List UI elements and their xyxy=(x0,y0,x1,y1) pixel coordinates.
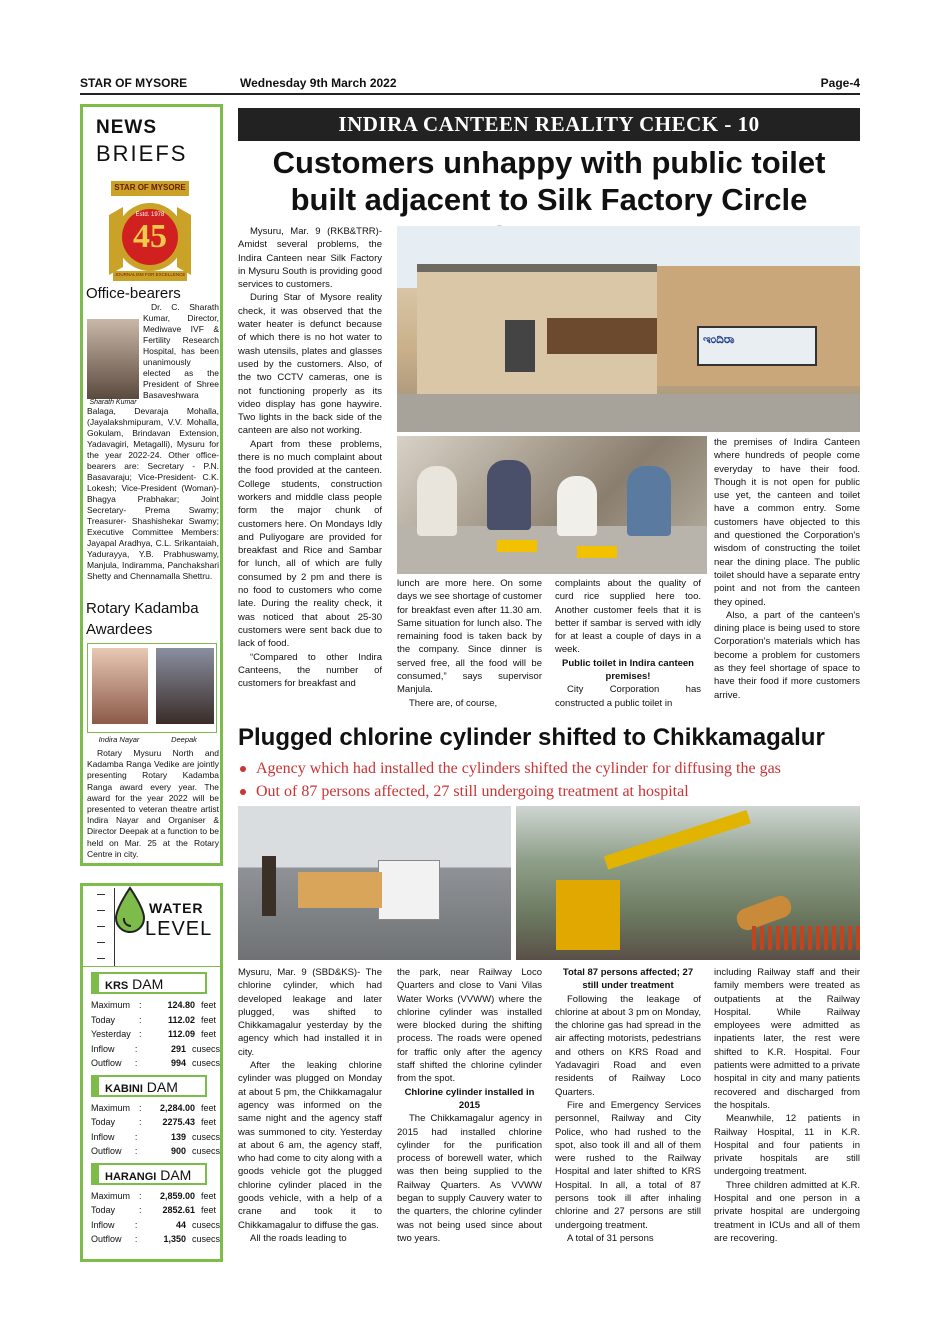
story1-banner: INDIRA CANTEEN REALITY CHECK - 10 xyxy=(238,108,860,141)
dam-row: Maximum : 124.80 feet xyxy=(91,1000,217,1010)
rotary-title-line1: Rotary Kadamba xyxy=(86,600,199,617)
goods-vehicle-photo xyxy=(238,806,511,960)
paragraph: Following the leakage of chlorine at about 3 pm on Monday, the chlorine gas had spread in the air affecting motorists, pedestrians and others on KRS Road and Yadavagiri Road and even residents of Railway Loco Quarters. xyxy=(555,993,701,1098)
paragraph: The Chikkamagalur agency in 2015 had installed chlorine cylinder for the purification process of borewell water, which was then being supplied to the Railway Quarters. As VVWW began to supply Cauvery water to the quarters, the chlorine cylinder was not being used since about two years. xyxy=(397,1113,542,1244)
awardee-photos xyxy=(87,643,217,733)
dam-row: Maximum : 2,859.00 feet xyxy=(91,1190,217,1201)
dam-row: Outflow : 1,350 cusecs xyxy=(91,1234,220,1244)
paragraph: the premises of Indira Canteen where hundreds of people come everyday to have their food. Though it is not open for public use yet, the canteen and toilet have a common entry. Some customers have objected to this and questioned the Corporation's wisdom of constructing the toilet near the dining place. The public toilet should have a separate entry point and not from the canteen they opined. xyxy=(714,437,860,608)
story2-col3 xyxy=(555,966,701,1262)
paragraph: Three children admitted at K.R. Hospital and one person in a private hospital are undergoing treatment in ICUs and all of them are recovering. xyxy=(714,1179,860,1244)
dam-row: Today : 112.02 feet xyxy=(91,1014,217,1025)
paragraph: During Star of Mysore reality check, it was observed that the water heater is defunct because of which there is no hot water to wash utensils, plates and glasses used by the customers. Also, of the two CCTV cameras, one is not functioning properly as its video display has gone haywire. Two lights in the back side of the canteen are also not working. xyxy=(238,292,382,437)
dam-row: Outflow : 900 cusecs xyxy=(91,1146,220,1156)
paragraph: Fire and Emergency Services personnel, Railway and City Police, who had rushed to the spot, also took ill and all of them were rushed to the Railway Hospital and later shifted to KRS Hospital. In all, a total of 87 persons took ill after inhaling chlorine and 27 persons are still undergoing treatment. xyxy=(555,1099,701,1231)
office-text-bottom: Balaga, Devaraja Mohalla, (Jayalakshmipuram, V.V. Mohalla, Gokulam, Brindavan Extension, Yadavagiri, Metagalli), Mysuru for the year 2022-24. Other office-bearers are: Secretary - P.N. Basavaraju; Vice-President- C.K. Lokesh; Vice-President (Woman)-Bhagya Prabhakar; Joint Secretary- Prema Swamy; Treasurer- Shashishekar Swamy; Executive Committee Members: Jayapal Aradhya, C.L. Srikantaiah, Yadurayya, Y.B. Prabhuswamy, Manjula, Indiramma, Panchakshari Shetty and Chennamalla Shettru. xyxy=(87,406,219,581)
dam-suffix: DAM xyxy=(146,1078,178,1095)
paragraph: City Corporation has constructed a public toilet in xyxy=(555,684,701,709)
anniversary-logo xyxy=(105,177,195,285)
paragraph: There are, of course, xyxy=(409,697,498,709)
level-heading: LEVEL xyxy=(145,918,213,940)
dam-harangi xyxy=(83,1163,220,1247)
dam-row: Inflow : 44 cusecs xyxy=(91,1219,220,1230)
dam-row: Today : 2275.43 feet xyxy=(91,1117,217,1127)
dam-krs xyxy=(83,972,220,1071)
page-number: Page-4 xyxy=(820,76,860,90)
canteen-sign: ಇಂದಿರಾ xyxy=(697,326,817,366)
story1-col1 xyxy=(238,225,382,717)
rotary-title-line2: Awardees xyxy=(86,621,153,638)
dam-kabini xyxy=(83,1075,220,1159)
paragraph: Mysuru, Mar. 9 (RKB&TRR)- Amidst several problems, the Indira Canteen near Silk Factory in Mysuru South is providing good services to customers. xyxy=(238,226,382,291)
logo-top-text: STAR OF MYSORE xyxy=(114,183,186,192)
dam-suffix: DAM xyxy=(132,976,164,992)
story1-headline: Customers unhappy with public toilet built adjacent to Silk Factory Circle xyxy=(272,145,826,217)
crane-photo xyxy=(516,806,860,960)
story2-headline: Plugged chlorine cylinder shifted to Chikkamagalur xyxy=(238,724,825,751)
awardee-photo-left xyxy=(92,648,148,724)
story1-col3 xyxy=(555,577,701,717)
masthead xyxy=(80,76,860,92)
dam-row: Yesterday : 112.09 feet xyxy=(91,1029,217,1039)
dam-row: Inflow : 291 cusecs xyxy=(91,1043,220,1054)
subhead: Chlorine cylinder installed in 2015 xyxy=(404,1086,535,1111)
logo-number: 45 xyxy=(133,218,167,255)
bullet-item: Agency which had installed the cylinders shifted the cylinder for diffusing the gas xyxy=(240,757,860,780)
news-heading: NEWS xyxy=(96,117,157,138)
bullet-item: Out of 87 persons affected, 27 still undergoing treatment at hospital xyxy=(240,780,860,803)
paragraph: complaints about the quality of curd rice supplied here too. Another customer feels that it is better if sambar is served with idly for at least a couple of days in a week. xyxy=(555,578,701,656)
story1-col2 xyxy=(397,577,542,717)
water-level-box xyxy=(80,883,223,1262)
caption-deepak: Deepak xyxy=(171,735,197,744)
paragraph: Also, a part of the canteen's dining place is being used to store Corporation's materials which has become a problem for customers as they feel shortage of space to have their food if more customers arrive. xyxy=(714,609,860,701)
dam-row: Outflow : 994 cusecs xyxy=(91,1058,220,1068)
paragraph: the park, near Railway Loco Quarters and close to Vani Vilas Water Works (VVWW) where the chlorine cylinder was installed were blocked during the shifting process. The roads were opened for traffic only after the agency staff shifted the chlorine cylinder from the spot. xyxy=(397,967,542,1085)
paper-name: STAR OF MYSORE xyxy=(80,76,188,90)
dam-suffix: DAM xyxy=(160,1166,192,1183)
gauge-icon xyxy=(85,888,115,966)
water-drop-icon xyxy=(113,886,147,936)
masthead-rule xyxy=(80,93,860,95)
briefs-heading: BRIEFS xyxy=(96,141,188,166)
paragraph: After the leaking chlorine cylinder was plugged on Monday at about 5 pm, the Chikkamagalur agency was informed on the same night and the agency staff was summoned to city. Yesterday at about 6 am, the agency staff, who had come to city along with a goods vehicle got the plugged chlorine cylinder placed in the goods vehicle, with a help of a crane and took it to Chikkamagalur to diffuse the gas. xyxy=(238,1060,382,1231)
canteen-building-photo xyxy=(397,226,860,432)
story2-bullets xyxy=(240,757,860,803)
subhead: Public toilet in Indira canteen premises! xyxy=(562,657,694,683)
story2-col2 xyxy=(397,966,542,1262)
story1-col4 xyxy=(714,436,860,717)
logo-bottom-text: JOURNALISM FOR EXCELLENCE xyxy=(114,272,186,277)
office-bearer-photo xyxy=(87,319,139,399)
rotary-text: Rotary Mysuru North and Kadamba Ranga Vedike are jointly presenting Rotary Kadamba Ranga award every year. The award for the year 2022 will be presented to veteran theatre artist Indira Nayar and Organiser & Director Deepak at a function to be held on Mar. 25 at the Rotary Centre in city. xyxy=(87,748,219,859)
paragraph: Mysuru, Mar. 9 (SBD&KS)- The chlorine cylinder, which had developed leakage and later plugged, was shifted to Chikkamagalur yesterday by the agency which had installed it in city. xyxy=(238,967,382,1058)
paragraph: A total of 31 persons xyxy=(567,1232,654,1244)
caption-indira: Indira Nayar xyxy=(98,735,140,744)
office-text-right: Dr. C. Sharath Kumar, Director, Mediwave IVF & Fertility Research Hospital, has been unanimously elected as the President of Shree Basaveshwara xyxy=(143,302,219,400)
awardee-photo-right xyxy=(156,648,214,724)
dam-row: Maximum : 2,284.00 feet xyxy=(91,1102,217,1113)
paragraph: All the roads leading to xyxy=(250,1232,347,1244)
paragraph: Apart from these problems, there is no much complaint about the food provided at the canteen. College students, construction workers and middle class people form the major chunk of customers here. On Mondays Idly and Puliyogare are provided for breakfast and Rice and Sambar for lunch, all of which are fully consumed by 2 pm and there is no food to customers who come late. During the reality check, it was noticed that about 25-30 customers were sent back due to lack of food. xyxy=(238,438,382,650)
paragraph: lunch are more here. On some days we see shortage of customer for breakfast even after 11.30 am. Same situation for lunch also. The remaining food is taken back by the company. Since dinner is served free, all the food will be consumed,” says supervisor Manjula. xyxy=(397,578,542,696)
dam-name: KRS xyxy=(105,980,129,992)
water-heading: WATER xyxy=(149,900,204,916)
story2-col1 xyxy=(238,966,382,1262)
dam-row: Today : 2852.61 feet xyxy=(91,1205,217,1215)
office-bearers-title: Office-bearers xyxy=(86,285,181,302)
paragraph: including Railway staff and their family members were treated as outpatients at the Railway Hospital. While Railway employees were admitted as inpatients later, the rest were shifted to K.R. Hospital. Four patients were admitted to a private hospital in city and many patients recovered and discharged from the hospitals. xyxy=(714,967,860,1111)
dam-name: HARANGI xyxy=(105,1170,157,1183)
paragraph: Meanwhile, 12 patients in Railway Hospital, 11 in K.R. Hospital and four patients in private hospitals are still undergoing treatment. xyxy=(714,1113,860,1178)
paragraph: “Compared to other Indira Canteens, the number of customers for breakfast and xyxy=(238,651,382,690)
subhead: Total 87 persons affected; 27 still under treatment xyxy=(562,967,694,992)
office-photo-caption: Sharath Kumar xyxy=(89,399,137,406)
news-briefs-box xyxy=(80,104,223,866)
dam-name: KABINI xyxy=(105,1082,143,1095)
dam-list xyxy=(83,968,220,1247)
issue-date: Wednesday 9th March 2022 xyxy=(240,76,397,90)
story2-col4 xyxy=(714,966,860,1262)
diners-photo xyxy=(397,436,707,574)
dam-row: Inflow : 139 cusecs xyxy=(91,1131,220,1142)
logo-estd: Estd. 1978 xyxy=(135,212,165,218)
